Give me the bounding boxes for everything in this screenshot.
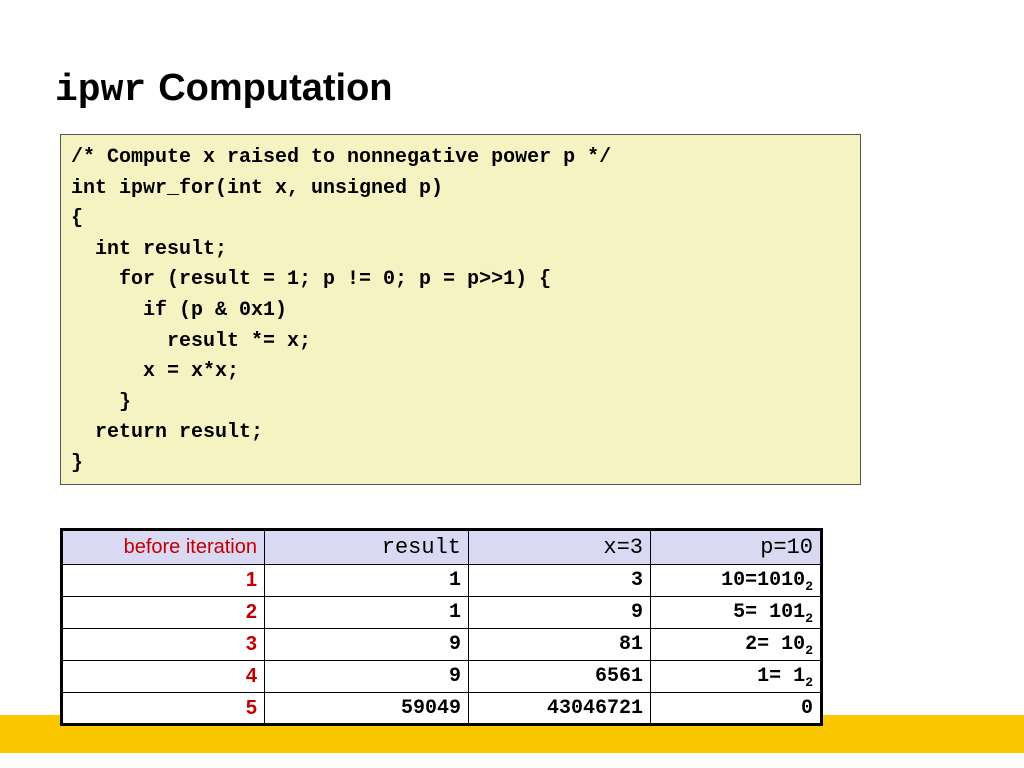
x-value: 3 bbox=[469, 565, 651, 597]
header-p: p=10 bbox=[651, 530, 822, 565]
iteration-number: 2 bbox=[62, 597, 265, 629]
iteration-number: 1 bbox=[62, 565, 265, 597]
result-value: 9 bbox=[265, 629, 469, 661]
result-value: 59049 bbox=[265, 693, 469, 725]
code-line: x = x*x; bbox=[71, 360, 240, 384]
result-value: 1 bbox=[265, 565, 469, 597]
p-value-text: 10=1010 bbox=[721, 569, 806, 592]
binary-subscript: 2 bbox=[805, 579, 813, 594]
code-line: /* Compute x raised to nonnegative power p */ bbox=[71, 146, 612, 169]
code-block bbox=[60, 134, 861, 485]
x-value: 81 bbox=[469, 629, 651, 661]
code-line: result *= x; bbox=[71, 329, 312, 353]
p-value-text: 5= 101 bbox=[733, 601, 806, 624]
table-row bbox=[62, 597, 822, 629]
iteration-number: 5 bbox=[62, 693, 265, 725]
code-line: } bbox=[71, 451, 84, 475]
header-before-iteration: before iteration bbox=[62, 530, 265, 565]
binary-subscript: 2 bbox=[805, 675, 813, 690]
iteration-table bbox=[60, 528, 823, 726]
p-value bbox=[651, 597, 822, 629]
binary-subscript: 2 bbox=[805, 611, 813, 626]
code-line: int ipwr_for(int x, unsigned p) bbox=[71, 176, 444, 200]
table-row bbox=[62, 693, 822, 725]
iteration-number: 4 bbox=[62, 661, 265, 693]
header-x: x=3 bbox=[469, 530, 651, 565]
code-line: return result; bbox=[71, 421, 264, 445]
result-value: 1 bbox=[265, 597, 469, 629]
code-line: if (p & 0x1) bbox=[71, 298, 288, 322]
p-value-text: 2= 10 bbox=[745, 633, 806, 656]
p-value-text: 1= 1 bbox=[757, 665, 806, 688]
header-result: result bbox=[265, 530, 469, 565]
slide-title bbox=[55, 58, 393, 118]
x-value: 6561 bbox=[469, 661, 651, 693]
table-header-row bbox=[62, 530, 822, 565]
code-line: int result; bbox=[71, 237, 228, 261]
code-line: } bbox=[71, 390, 132, 414]
p-value bbox=[651, 629, 822, 661]
iteration-number: 3 bbox=[62, 629, 265, 661]
p-value bbox=[651, 565, 822, 597]
table-row bbox=[62, 565, 822, 597]
x-value: 9 bbox=[469, 597, 651, 629]
title-text: Computation bbox=[158, 67, 393, 109]
x-value: 43046721 bbox=[469, 693, 651, 725]
result-value: 9 bbox=[265, 661, 469, 693]
code-line: for (result = 1; p != 0; p = p>>1) { bbox=[71, 268, 552, 292]
code-line: { bbox=[71, 207, 84, 231]
binary-subscript: 2 bbox=[805, 643, 813, 658]
p-value-text: 0 bbox=[800, 696, 813, 720]
table-row bbox=[62, 661, 822, 693]
p-value bbox=[651, 661, 822, 693]
table-row bbox=[62, 629, 822, 661]
title-function-name: ipwr bbox=[55, 69, 147, 112]
p-value bbox=[651, 693, 822, 725]
